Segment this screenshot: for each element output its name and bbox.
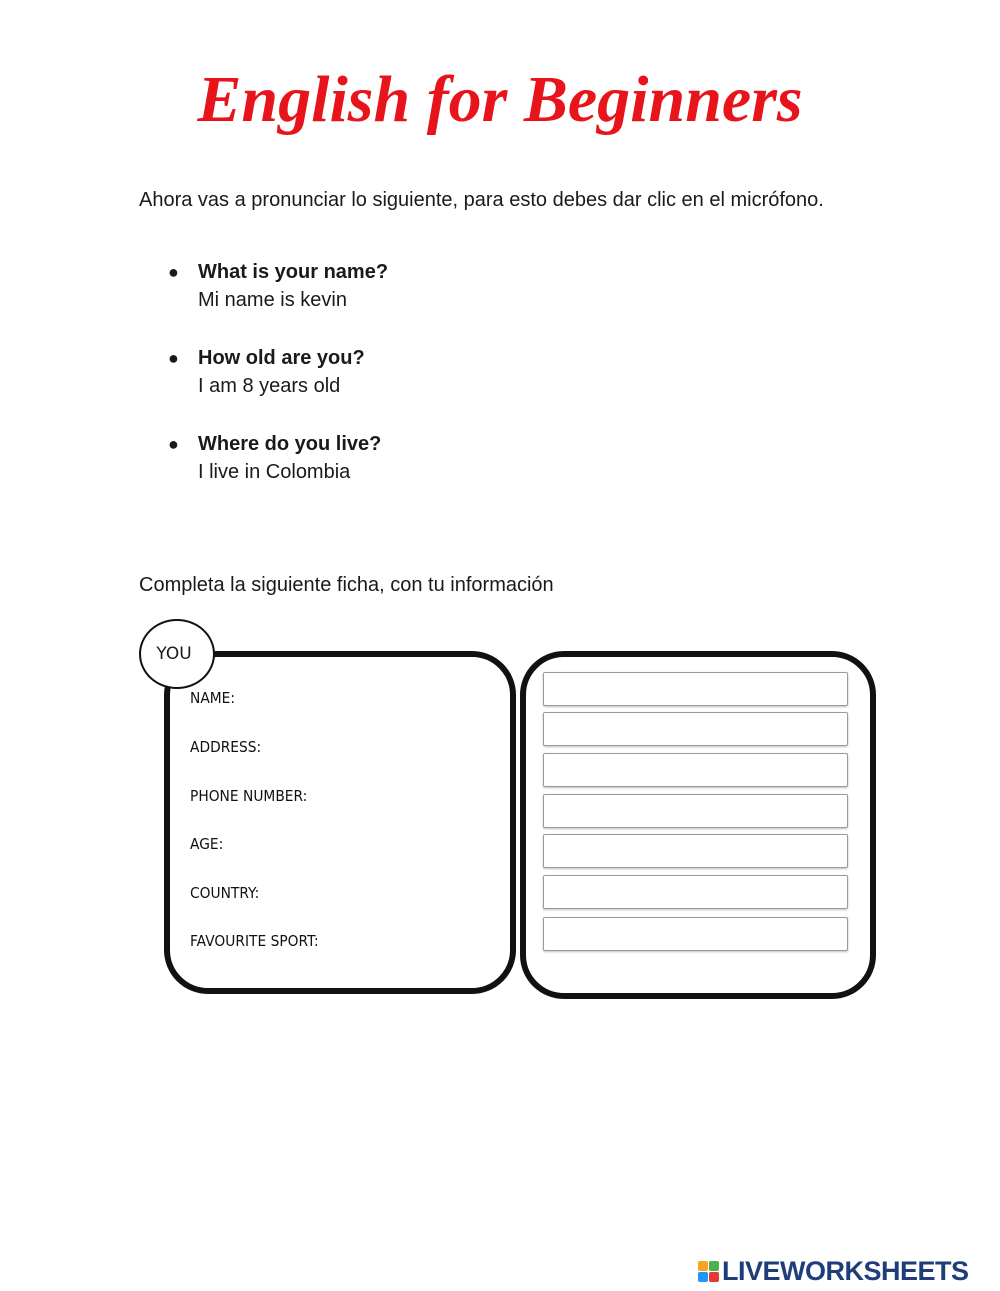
bullet-icon: ● (168, 434, 179, 454)
form-instruction: Completa la siguiente ficha, con tu información (139, 574, 554, 596)
list-item (168, 430, 388, 516)
bullet-icon: ● (168, 262, 179, 282)
country-field[interactable] (543, 834, 848, 868)
answer-text: Mi name is kevin (198, 289, 347, 311)
list-item (168, 344, 388, 430)
phone-number-field[interactable] (543, 753, 848, 787)
address-label: ADDRESS: (190, 738, 262, 756)
question-text: How old are you? (198, 347, 365, 369)
liveworksheets-logo-icon (698, 1261, 719, 1282)
name-field[interactable] (543, 672, 848, 706)
liveworksheets-logo[interactable] (698, 1256, 969, 1286)
you-label: YOU (156, 644, 192, 664)
question-list (168, 258, 388, 516)
age-label: AGE: (190, 835, 224, 853)
answer-text: I live in Colombia (198, 461, 351, 483)
question-text: What is your name? (198, 261, 389, 283)
phone-number-label: PHONE NUMBER: (190, 787, 308, 805)
name-label: NAME: (190, 689, 236, 707)
worksheet-title: English for Beginners (197, 63, 803, 136)
answer-text: I am 8 years old (198, 375, 341, 397)
question-text: Where do you live? (198, 433, 382, 455)
list-item (168, 258, 388, 344)
intro-text: Ahora vas a pronunciar lo siguiente, para esto debes dar clic en el micrófono. (139, 189, 824, 211)
address-field[interactable] (543, 712, 848, 746)
country-label: COUNTRY: (190, 884, 260, 902)
brand-name: LIVEWORKSHEETS (722, 1255, 969, 1286)
bullet-icon: ● (168, 348, 179, 368)
you-bubble (139, 619, 215, 689)
favourite-sport-label: FAVOURITE SPORT: (190, 932, 319, 950)
favourite-sport-field[interactable] (543, 875, 848, 909)
extra-answer-field[interactable] (543, 917, 848, 951)
age-field[interactable] (543, 794, 848, 828)
